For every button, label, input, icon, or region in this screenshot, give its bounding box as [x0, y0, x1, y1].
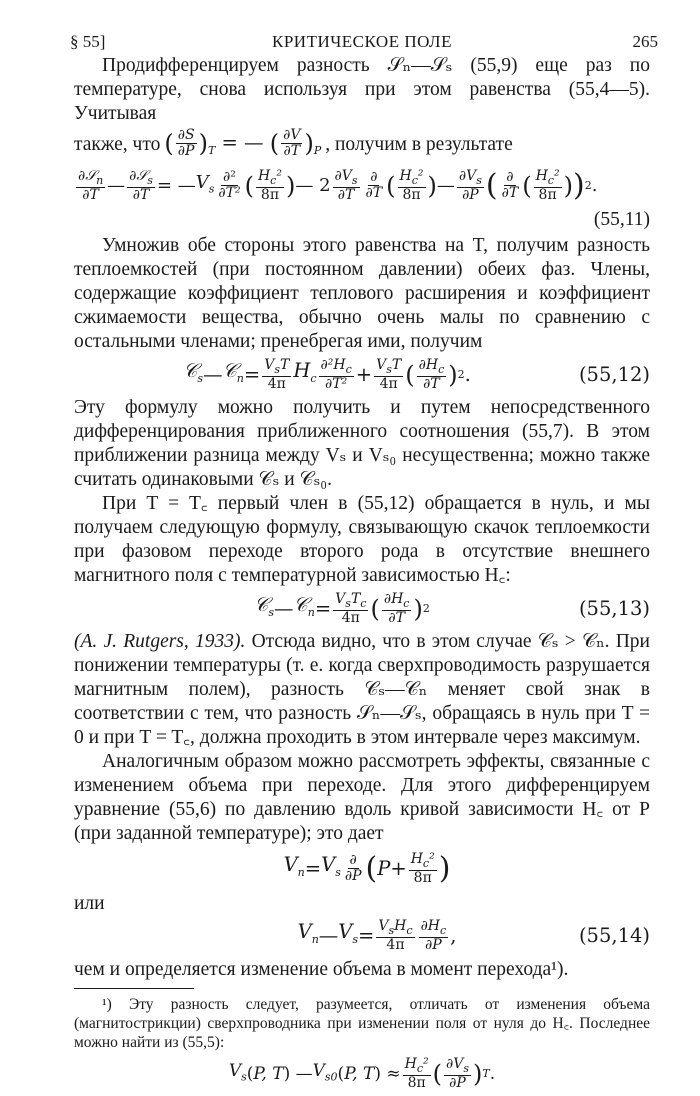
paragraph-7: чем и определяется изменение объема в момент перехода¹).	[74, 959, 569, 980]
section-mark: § 55]	[70, 32, 106, 51]
inline-formula-ds-dp: ( $\frac{\partial S}{\partial P}$ )$_T$ = — ( $\frac{\partial V}{\partial T}$ )$_P$	[164, 126, 322, 159]
p1-prefix: также, что	[74, 134, 161, 155]
paragraph-1-continuation	[74, 126, 650, 164]
paragraph-3: Эту формулу можно получить и путем непосредственного дифференцирования приближенного соотношения (55,7). В этом приближении разница между Vₛ и Vₛ₀ несущественна; можно также считать одинаковыми 𝒞ₛ и 𝒞ₛ₀.	[74, 397, 650, 490]
equation-55-11: $\frac{\partial 𝒮_n}{\partial T}$ — $\frac{\partial 𝒮_s}{\partial T}$ = — $V_s$ $\frac{\text{∂²}}{\text{∂T²}}$ ( $\frac{H_c^2}{8\pi}$ ) — 2 $\frac{\partial V_s}{\partial T}$ $\frac{\partial}{\partial T}$ ( $\frac{H_c^2}{8\pi}$ ) — $\frac{\partial V_s}{\partial P}$ ( $\frac{\partial}{\partial T}$ ( $\frac{H_c^2}{8\pi}$ ) ) 2 .	[78, 167, 598, 204]
footnote-formula: $V_s$ ( P, T ) — $V_{s0}$ ( P, T ) ≈ $\frac{H_c^2}{8\pi}$ ( $\frac{\partial V_s}{\partial P}$ ) T .	[228, 1055, 496, 1092]
equation-number-55-13: (55,13)	[578, 597, 650, 620]
footnote-rule	[74, 988, 194, 989]
page-number: 265	[632, 32, 658, 51]
equation-55-12: 𝒞$_s$ — 𝒞$_n$ = $\frac{V_sT}{4\pi}$ $H_c$ $\frac{\partial^2H_c}{\text{∂T²}}$ + $\frac{V_sT}{4\pi}$ ( $\frac{\partial H_c}{\partial T}$ ) 2 . (55,12)	[183, 356, 650, 393]
equation-number-55-14: (55,14)	[578, 924, 650, 947]
running-title: КРИТИЧЕСКОЕ ПОЛЕ	[272, 32, 452, 51]
paragraph-2: Умножив обе стороны этого равенства на T, получим разность теплоемкостей (при постоянном давлении) обеих фаз. Члены, содержащие коэффициент теплового расширения и коэффициент сжимаемости вещества, обычно очень малы по сравнению с остальными членами; пренебрегая ими, получим	[74, 235, 650, 352]
equation-55-13: 𝒞$_s$ — 𝒞$_n$ = $\frac{V_sT_c}{4\pi}$ ( $\frac{\partial H_c}{\partial T}$ ) 2 (55,13)	[254, 590, 650, 627]
p1-suffix: , получим в результате	[325, 134, 513, 155]
paragraph-6: Аналогичным образом можно рассмотреть эффекты, связанные с изменением объема при переходе. Для этого дифференцируем уравнение (55,6) по давлению вдоль кривой зависимости H꜀ от P (при заданной температуре); это дает	[74, 751, 650, 844]
equation-number-55-11: (55,11)	[593, 209, 650, 230]
citation-rutgers: (A. J. Rutgers, 1933).	[74, 631, 246, 652]
equation-55-14: $V_n$ — $V_s$ = $\frac{V_sH_c}{4\pi}$ $\frac{\partial H_c}{\partial P}$ , (55,14)	[297, 917, 650, 954]
equation-number-55-12: (55,12)	[578, 363, 650, 386]
or-word: или	[74, 893, 105, 914]
paragraph-5	[74, 630, 650, 750]
equation-vn: $V_n$ = $V_s$ $\frac{\partial}{\partial P}$ ( P + $\frac{H_c^2}{8\pi}$ )	[283, 850, 451, 887]
paragraph-5-text: Отсюда видно, что в этом случае 𝒞ₛ > 𝒞ₙ. При понижении температуры (т. е. когда сверхпроводимость разрушается магнитным полем), разность 𝒞ₛ—𝒞ₙ меняет свой знак в соответствии с тем, что разность 𝒮ₙ—𝒮ₛ, обращаясь в нуль при T = 0 и при T = T꜀, должна проходить в этом интервале через максимум.	[74, 631, 650, 748]
paragraph-4: При T = T꜀ первый член в (55,12) обращается в нуль, и мы получаем следующую формулу, связывающую скачок теплоемкости при фазовом переходе второго рода в отсутствие внешнего магнитного поля с температурной зависимостью H꜀:	[74, 493, 650, 586]
footnote-text: ¹) Эту разность следует, разумеется, отличать от изменения объема (магнитострикции) сверхпроводника при изменении поля от нуля до H꜀. Последнее можно найти из (55,5):	[74, 996, 650, 1051]
paragraph-1: Продифференцируем разность 𝒮ₙ—𝒮ₛ (55,9) еще раз по температуре, снова используя при этом равенства (55,4—5). Учитывая	[74, 55, 650, 124]
page-header	[70, 24, 658, 54]
